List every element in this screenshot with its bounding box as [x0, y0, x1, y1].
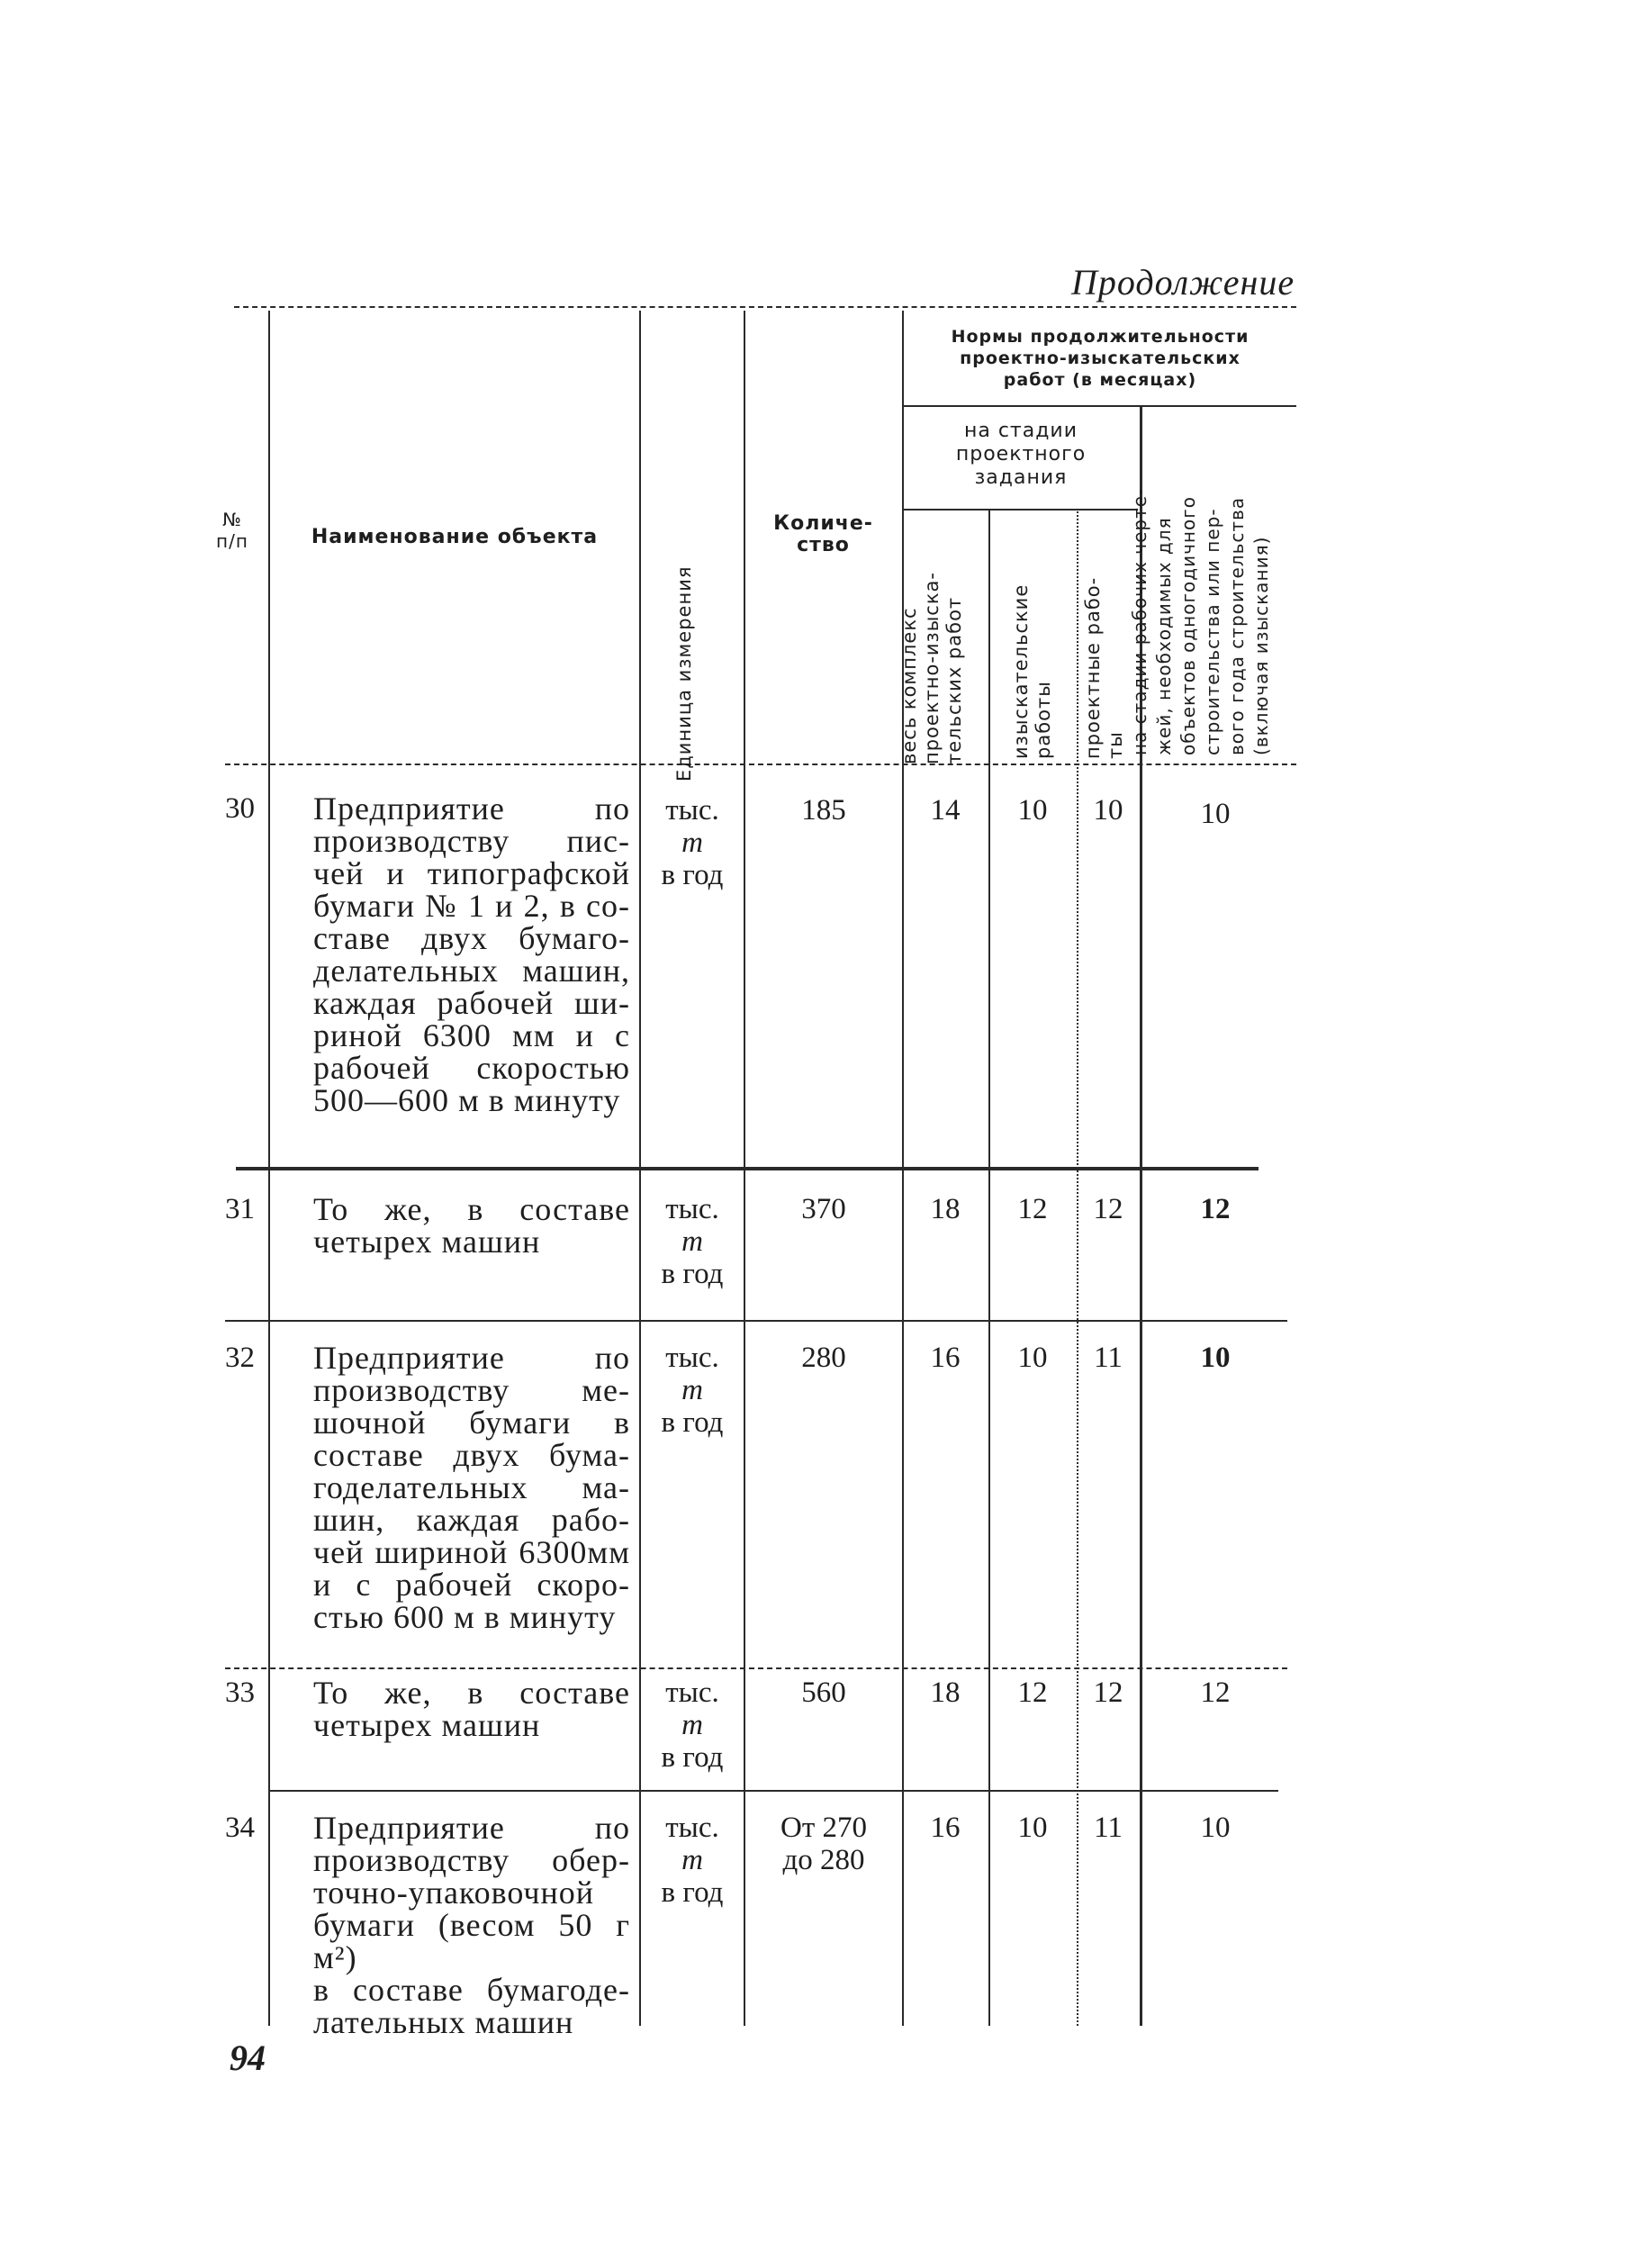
- working-drawings-cell: 10: [1200, 798, 1231, 830]
- col-line-6: [1077, 509, 1078, 2026]
- header-working-drawings: на стадии рабочих черте- жей, необходимых для объектов одногодичного строительства или пер- вого года строительства (включая изыскания): [1129, 487, 1272, 755]
- header-object-name: Наименование объекта: [311, 526, 599, 548]
- design-works-cell: 12: [1093, 1676, 1123, 1709]
- design-works-cell: 11: [1094, 1342, 1123, 1374]
- object-name: Предприятие по производству обер- точно-упаковочной бумаги (весом 50 г м²) в составе бумагоде- лательных машин: [313, 1810, 630, 2040]
- quantity-cell: 560: [801, 1676, 846, 1709]
- quantity-cell: 280: [801, 1342, 846, 1374]
- object-name: Предприятие по производству ме- шочной бумаги в составе двух бума- годелательных ма- шин, каждая рабо- чей шириной 6300мм и с рабочей скоро- стью 600 м в минуту: [313, 1340, 630, 1635]
- header-unit: Единица измерения: [673, 565, 695, 782]
- working-drawings-cell: 12: [1200, 1193, 1231, 1225]
- row-32-bottom-rule: [225, 1667, 1287, 1669]
- object-name: То же, в составе четырех машин: [313, 1675, 630, 1743]
- header-bottom-rule: [225, 764, 1296, 765]
- unit-cell: тыс. т в год: [661, 1676, 724, 1774]
- unit-cell: тыс. т в год: [661, 1812, 724, 1909]
- unit-cell: тыс. т в год: [661, 794, 724, 891]
- design-works-cell: 12: [1093, 1193, 1123, 1225]
- row-30-bottom-rule: [236, 1167, 1259, 1170]
- quantity-cell: От 270 до 280: [780, 1812, 867, 1876]
- stage-group-rule: [902, 509, 1138, 511]
- row-31-bottom-rule: [225, 1320, 1287, 1322]
- survey-works-cell: 12: [1017, 1676, 1048, 1709]
- quantity-cell: 370: [801, 1193, 846, 1225]
- all-works-cell: 16: [930, 1342, 961, 1374]
- row-33-bottom-rule: [270, 1790, 1278, 1792]
- header-all-works: весь комплекс проектно-изыска- тельских работ: [898, 572, 965, 764]
- working-drawings-cell: 12: [1200, 1676, 1231, 1709]
- col-line-2: [639, 311, 641, 2026]
- col-line-5: [988, 509, 990, 2026]
- row-number: 31: [225, 1193, 255, 1225]
- col-line-1: [268, 311, 270, 2026]
- object-name: То же, в составе четырех машин: [313, 1191, 630, 1260]
- design-works-cell: 11: [1094, 1812, 1123, 1844]
- unit-cell: тыс. т в год: [661, 1342, 724, 1439]
- norms-group-rule: [902, 405, 1296, 407]
- table-top-rule: [234, 306, 1296, 308]
- header-survey-works: изыскательские работы: [1010, 583, 1054, 759]
- working-drawings-cell: 10: [1200, 1342, 1231, 1374]
- row-number: 34: [225, 1812, 255, 1844]
- unit-cell: тыс. т в год: [661, 1193, 724, 1290]
- header-design-works: проектные рабо- ты: [1082, 576, 1126, 759]
- survey-works-cell: 10: [1017, 1812, 1048, 1844]
- working-drawings-cell: 10: [1200, 1812, 1231, 1844]
- survey-works-cell: 10: [1017, 794, 1048, 827]
- col-line-3: [744, 311, 745, 2026]
- header-norms-group: Нормы продолжительности проектно-изыскательских работ (в месяцах): [951, 327, 1250, 390]
- row-number: 33: [225, 1676, 255, 1709]
- design-works-cell: 10: [1093, 794, 1123, 827]
- row-number: 32: [225, 1342, 255, 1374]
- all-works-cell: 18: [930, 1676, 961, 1709]
- page-number: 94: [230, 2038, 266, 2078]
- header-stage-group: на стадии проектного задания: [955, 420, 1087, 489]
- survey-works-cell: 10: [1017, 1342, 1048, 1374]
- header-quantity: Количе- ство: [773, 512, 873, 556]
- survey-works-cell: 12: [1017, 1193, 1048, 1225]
- row-number: 30: [225, 792, 255, 825]
- all-works-cell: 16: [930, 1812, 961, 1844]
- quantity-cell: 185: [801, 794, 846, 827]
- header-row-number: № п/п: [216, 509, 248, 552]
- object-name: Предприятие по производству пис- чей и типографской бумаги № 1 и 2, в со- ставе двух бумаго- делательных машин, каждая рабочей ши- риной 6300 мм и с рабочей скоростью 500—600 м в минуту: [313, 791, 630, 1118]
- continuation-label: Продолжение: [1071, 262, 1295, 303]
- all-works-cell: 18: [930, 1193, 961, 1225]
- all-works-cell: 14: [930, 794, 961, 827]
